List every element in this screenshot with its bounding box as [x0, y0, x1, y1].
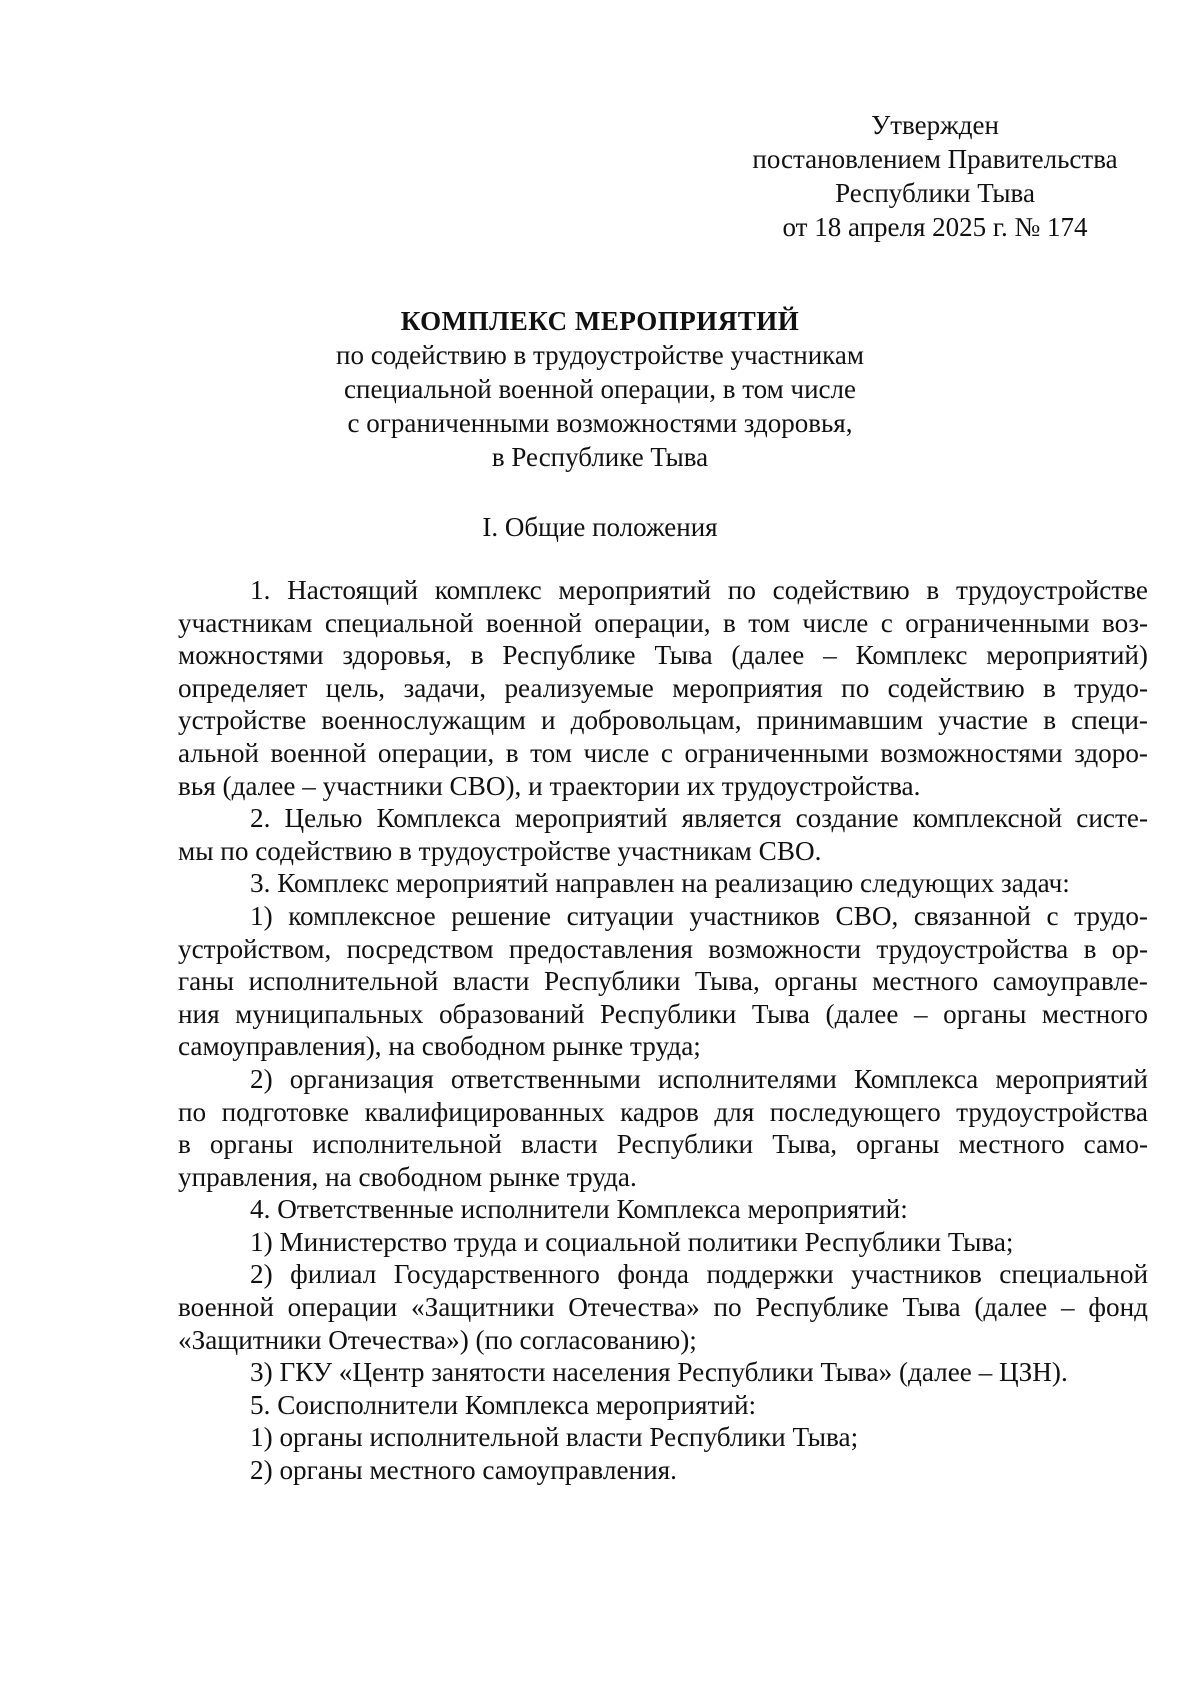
- body-line: 1) Министерство труда и социальной политики Республики Тыва;: [250, 1226, 1014, 1257]
- document-subtitle-line: с ограниченными возможностями здоровья,: [347, 408, 853, 438]
- document-subtitle-line: по содействию в трудоустройстве участникам: [336, 340, 864, 370]
- body-line: 2) органы местного самоуправления.: [250, 1455, 677, 1486]
- approval-line: Утвержден: [871, 110, 999, 140]
- approval-line: Республики Тыва: [835, 178, 1035, 208]
- body-line: 4. Ответственные исполнители Комплекса мероприятий:: [250, 1194, 908, 1225]
- body-line: вья (далее – участники СВО), и траектории их трудоустройства.: [178, 770, 921, 801]
- document-body: [178, 574, 1148, 1487]
- section-heading: I. Общие положения: [482, 512, 718, 542]
- body-line: устройстве военнослужащим и добровольцам, принимавшим участие в специ-: [178, 705, 1148, 736]
- document-subtitle-line: в Республике Тыва: [491, 442, 709, 472]
- body-line: 3. Комплекс мероприятий направлен на реализацию следующих задач:: [250, 868, 1070, 899]
- body-line: 2. Целью Комплекса мероприятий является создание комплексной систе-: [250, 803, 1148, 834]
- body-line: можностями здоровья, в Республике Тыва (далее – Комплекс мероприятий): [178, 640, 1148, 671]
- body-line: ния муниципальных образований Республики Тыва (далее – органы местного: [178, 998, 1148, 1029]
- body-line: по подготовке квалифицированных кадров для последующего трудоустройства: [178, 1096, 1148, 1127]
- body-line: устройством, посредством предоставления возможности трудоустройства в ор-: [178, 933, 1148, 964]
- body-line: самоуправления), на свободном рынке труда;: [178, 1031, 701, 1062]
- body-line: 2) организация ответственными исполнителями Комплекса мероприятий: [250, 1063, 1148, 1094]
- body-line: альной военной операции, в том числе с ограниченными возможностями здоро-: [178, 737, 1148, 768]
- document-title-block: [0, 304, 1200, 474]
- body-line: военной операции «Защитники Отечества» по Республике Тыва (далее – фонд: [178, 1292, 1148, 1323]
- body-line: «Защитники Отечества») (по согласованию);: [178, 1324, 697, 1355]
- body-line: управления, на свободном рынке труда.: [178, 1161, 637, 1192]
- approval-date: от 18 апреля 2025 г. № 174: [782, 212, 1088, 242]
- body-line: мы по содействию в трудоустройстве участникам СВО.: [178, 835, 822, 866]
- body-line: в органы исполнительной власти Республики Тыва, органы местного само-: [178, 1129, 1148, 1160]
- body-line: 1) комплексное решение ситуации участников СВО, связанной с трудо-: [250, 900, 1148, 931]
- approval-line: постановлением Правительства: [752, 144, 1118, 174]
- body-line: определяет цель, задачи, реализуемые мероприятия по содействию в трудо-: [178, 672, 1148, 703]
- body-line: 5. Соисполнители Комплекса мероприятий:: [250, 1389, 757, 1420]
- body-line: 3) ГКУ «Центр занятости населения Республики Тыва» (далее – ЦЗН).: [250, 1357, 1068, 1388]
- body-line: 2) филиал Государственного фонда поддержки участников специальной: [250, 1259, 1148, 1290]
- body-line: 1) органы исполнительной власти Республики Тыва;: [250, 1422, 859, 1453]
- body-line: ганы исполнительной власти Республики Тыва, органы местного самоуправле-: [178, 966, 1148, 997]
- body-line: 1. Настоящий комплекс мероприятий по содействию в трудоустройстве: [250, 575, 1148, 605]
- approval-stamp: [745, 108, 1125, 244]
- document-subtitle-line: специальной военной операции, в том числе: [344, 374, 856, 404]
- body-line: участникам специальной военной операции, в том числе с ограниченными воз-: [178, 607, 1148, 638]
- document-title: КОМПЛЕКС МЕРОПРИЯТИЙ: [400, 306, 800, 336]
